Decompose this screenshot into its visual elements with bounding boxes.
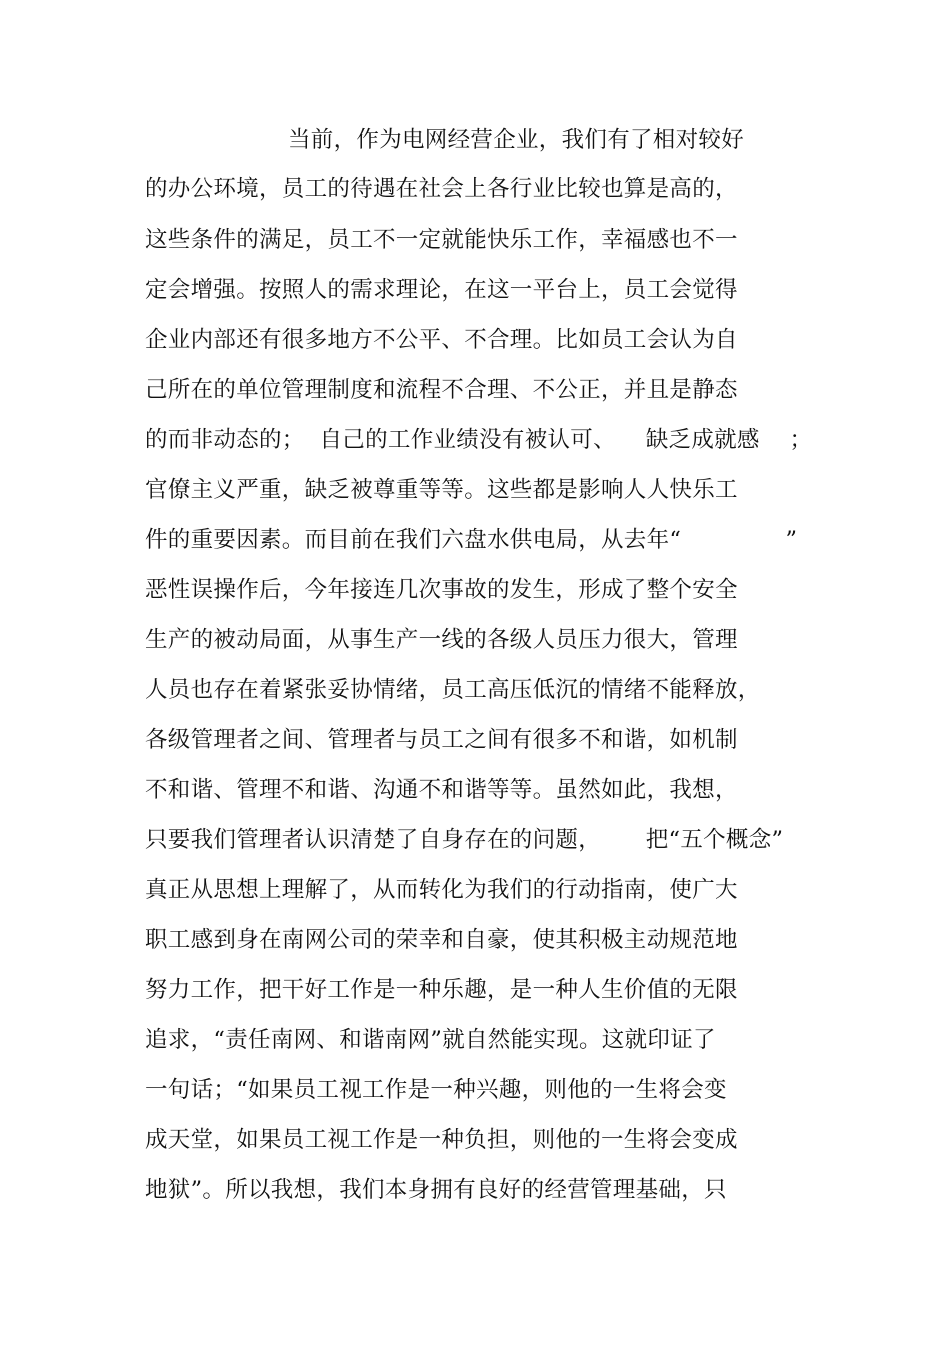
- text-line: 企业内部还有很多地方不公平、不合理。比如员工会认为自: [145, 327, 738, 353]
- text-line: 这些条件的满足，员工不一定就能快乐工作，幸福感也不一: [145, 227, 738, 253]
- text-line: 的办公环境，员工的待遇在社会上各行业比较也算是高的，: [145, 176, 738, 202]
- text-line: 职工感到身在南网公司的荣幸和自豪，使其积极主动规范地: [145, 927, 738, 953]
- text-line: 努力工作，把干好工作是一种乐趣，是一种人生价值的无限: [145, 977, 738, 1003]
- text-line: 一句话；“如果员工视工作是一种兴趣，则他的一生将会变: [145, 1077, 727, 1103]
- text-line: 生产的被动局面，从事生产一线的各级人员压力很大，管理: [145, 627, 738, 653]
- text-line: 地狱”。所以我想，我们本身拥有良好的经营管理基础，只: [145, 1177, 727, 1203]
- text-line: 恶性误操作后，今年接连几次事故的发生，形成了整个安全: [145, 577, 738, 603]
- text-line: 的而非动态的； 自己的工作业绩没有被认可、 缺乏成就感 ；: [145, 427, 813, 453]
- text-line: 人员也存在着紧张妥协情绪，员工高压低沉的情绪不能释放，: [145, 677, 761, 703]
- text-line: 官僚主义严重，缺乏被尊重等等。这些都是影响人人快乐工: [145, 477, 738, 503]
- text-line: 己所在的单位管理制度和流程不合理、不公正，并且是静态: [145, 377, 738, 403]
- text-line: 追求，“责任南网、和谐南网”就自然能实现。这就印证了: [145, 1027, 716, 1053]
- text-line: 不和谐、管理不和谐、沟通不和谐等等。虽然如此，我想，: [145, 777, 738, 803]
- text-line: 件的重要因素。而目前在我们六盘水供电局，从去年“ ”: [145, 527, 798, 553]
- text-line: 真正从思想上理解了，从而转化为我们的行动指南，使广大: [145, 877, 738, 903]
- text-line: 定会增强。按照人的需求理论，在这一平台上，员工会觉得: [145, 277, 738, 303]
- text-line: 当前，作为电网经营企业，我们有了相对较好: [288, 127, 745, 153]
- text-line: 成天堂，如果员工视工作是一种负担，则他的一生将会变成: [145, 1127, 738, 1153]
- text-line: 各级管理者之间、管理者与员工之间有很多不和谐，如机制: [145, 727, 738, 753]
- text-line: 只要我们管理者认识清楚了自身存在的问题， 把“五个概念”: [145, 827, 784, 853]
